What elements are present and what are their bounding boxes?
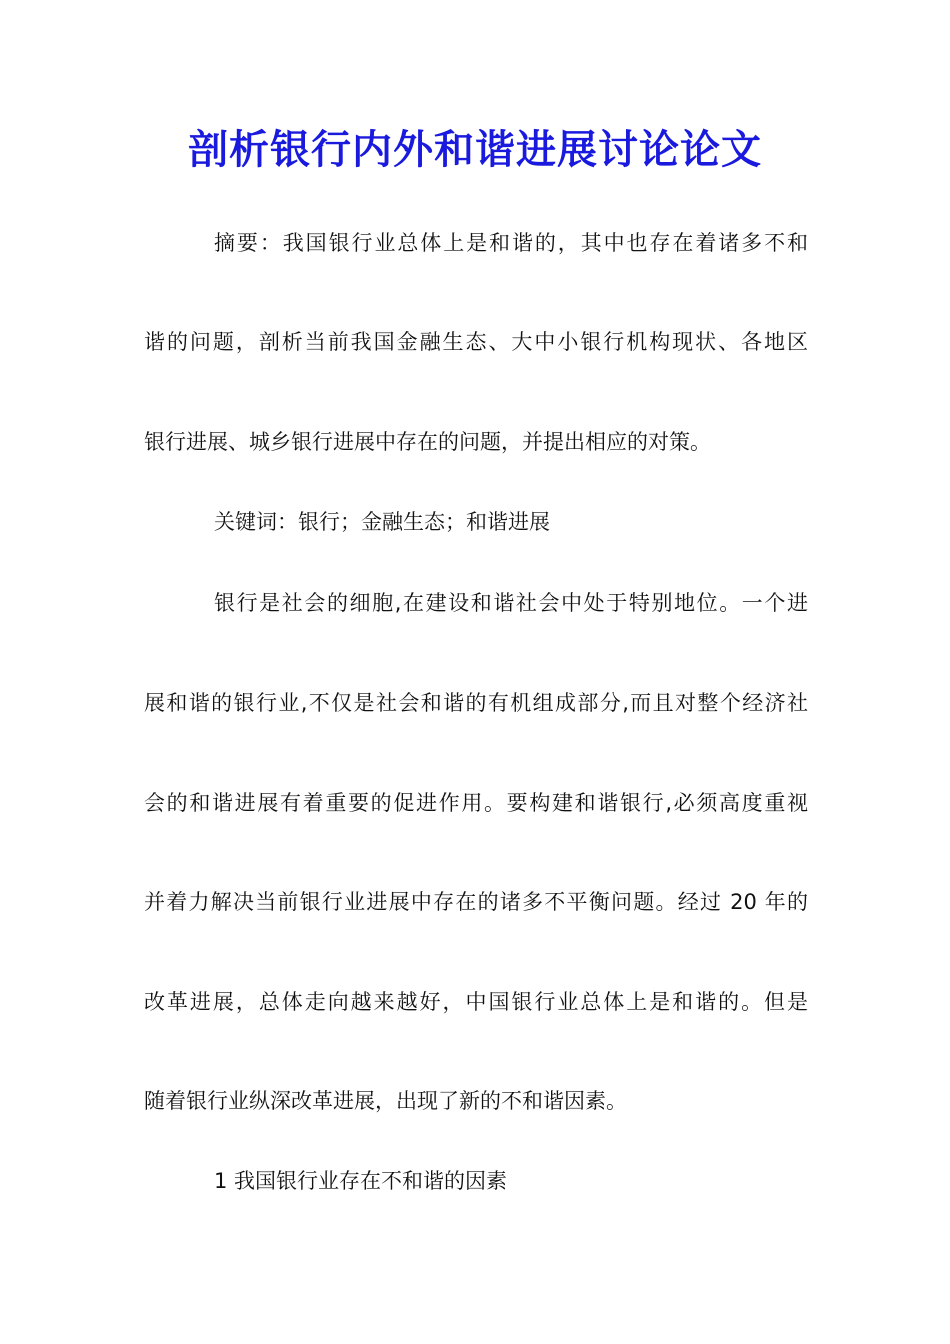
abstract-line-2: 谐的问题，剖析当前我国金融生态、大中小银行机构现状、各地区 — [144, 330, 808, 354]
section-heading: 1 我国银行业存在不和谐的因素 — [214, 1169, 508, 1193]
body-line-6: 随着银行业纵深改革进展，出现了新的不和谐因素。 — [144, 1089, 627, 1113]
body-line-3: 会的和谐进展有着重要的促进作用。要构建和谐银行,必须高度重视 — [144, 791, 808, 815]
body-line-5: 改革进展，总体走向越来越好，中国银行业总体上是和谐的。但是 — [144, 990, 808, 1014]
abstract-line-3: 银行进展、城乡银行进展中存在的问题，并提出相应的对策。 — [144, 430, 711, 454]
body-line-4: 并着力解决当前银行业进展中存在的诸多不平衡问题。经过 20 年的 — [144, 890, 808, 914]
keywords-line: 关键词：银行；金融生态；和谐进展 — [214, 510, 550, 534]
document-title: 剖析银行内外和谐进展讨论论文 — [188, 126, 762, 173]
body-line-1: 银行是社会的细胞,在建设和谐社会中处于特别地位。一个进 — [214, 591, 808, 615]
body-line-2: 展和谐的银行业,不仅是社会和谐的有机组成部分,而且对整个经济社 — [144, 691, 808, 715]
abstract-line-1: 摘要：我国银行业总体上是和谐的，其中也存在着诸多不和 — [214, 231, 808, 255]
